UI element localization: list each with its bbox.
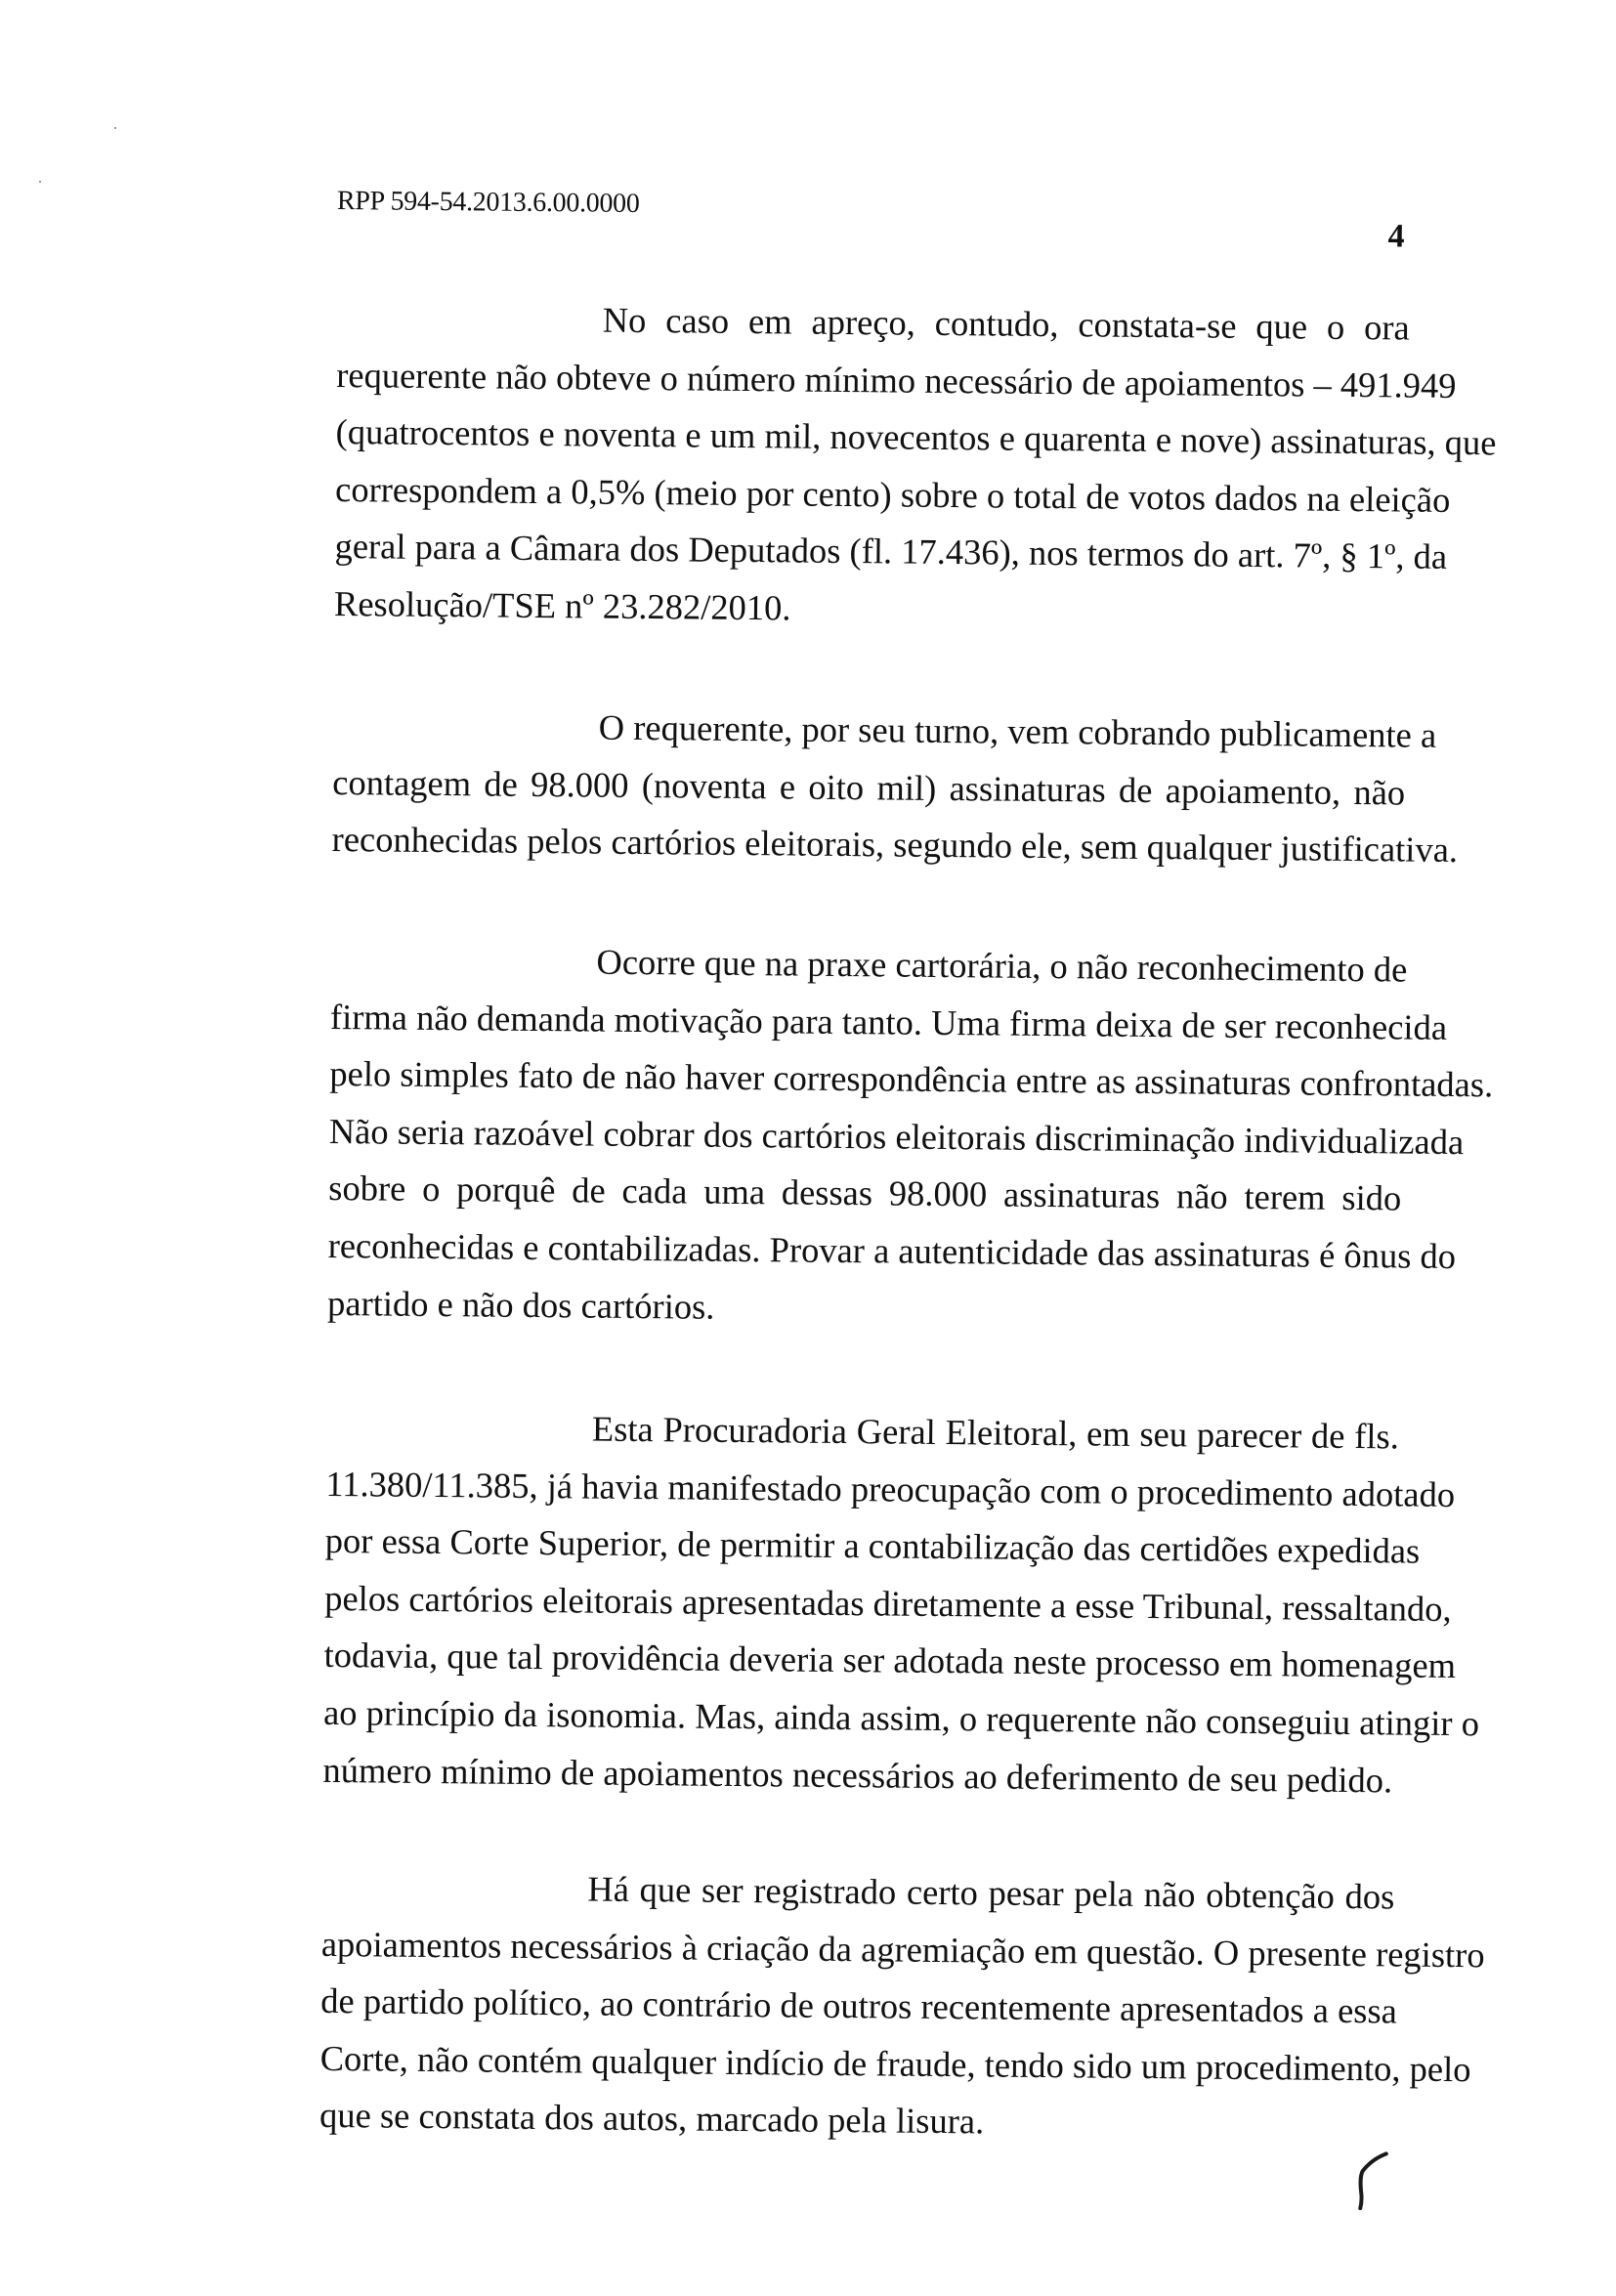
paragraph-5: [319, 1858, 1485, 2154]
paragraph-line: ao princípio da isonomia. Mas, ainda assim, o requerente não conseguiu atingir o: [322, 1691, 1480, 1744]
paragraph-line: número mínimo de apoiamentos necessários ao deferimento de seu pedido.: [322, 1749, 1393, 1800]
paragraph-line: 11.380/11.385, já havia manifestado preocupação com o procedimento adotado: [325, 1463, 1456, 1514]
paragraph-line: de partido político, ao contrário de outros recentemente apresentados a essa: [320, 1980, 1398, 2031]
handwritten-rubric-icon: [1346, 2147, 1396, 2216]
paragraph-line: pelos cartórios eleitorais apresentadas diretamente a esse Tribunal, ressaltando,: [324, 1577, 1452, 1629]
paragraph-line: correspondem a 0,5% (meio por cento) sobre o total de votos dados na eleição: [334, 468, 1451, 520]
page-number: 4: [1387, 218, 1405, 255]
paragraph-line: Há que ser registrado certo pesar pela não obtenção dos: [587, 1868, 1395, 1917]
paragraph-line: Ocorre que na praxe cartorária, o não reconhecimento de: [596, 941, 1408, 990]
case-number-header: RPP 594-54.2013.6.00.0000: [336, 185, 640, 219]
paragraph-line: que se constata dos autos, marcado pela lisura.: [319, 2095, 985, 2142]
paragraph-line: reconhecidas pelos cartórios eleitorais, segundo ele, sem qualquer justificativa.: [331, 819, 1459, 871]
paragraph-line: sobre o porquê de cada uma dessas 98.000 assinaturas não terem sido: [328, 1168, 1402, 1218]
paragraph-4: [322, 1398, 1480, 1809]
paragraph-line: partido e não dos cartórios.: [326, 1282, 715, 1327]
paragraph-line: Corte, não contém qualquer indício de fraude, tendo sido um procedimento, pelo: [319, 2037, 1471, 2089]
paragraph-line: por essa Corte Superior, de permitir a contabilização das certidões expedidas: [324, 1520, 1421, 1571]
paragraph-line: O requerente, por seu turno, vem cobrando publicamente a: [598, 706, 1437, 755]
paragraph-line: No caso em apreço, contudo, constata-se que o ora: [602, 299, 1410, 348]
paragraph-line: firma não demanda motivação para tanto. Uma firma deixa de ser reconhecida: [329, 996, 1448, 1047]
paragraph-line: Não seria razoável cobrar dos cartórios eleitorais discriminação individualizada: [328, 1110, 1465, 1162]
paragraph-2: [331, 697, 1459, 878]
paragraph-line: (quatrocentos e noventa e um mil, novecentos e quarenta e nove) assinaturas, que: [335, 411, 1497, 463]
scan-speck: [114, 127, 116, 129]
paragraph-line: geral para a Câmara dos Deputados (fl. 17.436), nos termos do art. 7º, § 1º, da: [334, 526, 1448, 577]
paragraph-line: todavia, que tal providência deveria ser adotada neste processo em homenagem: [323, 1635, 1457, 1686]
paragraph-line: contagem de 98.000 (noventa e oito mil) assinaturas de apoiamento, não: [332, 761, 1406, 813]
paragraph-line: Esta Procuradoria Geral Eleitoral, em seu parecer de fls.: [591, 1408, 1400, 1457]
paragraph-line: apoiamentos necessários à criação da agremiação em questão. O presente registro: [320, 1923, 1485, 1975]
paragraph-line: requerente não obteve o número mínimo necessário de apoiamentos – 491.949: [336, 354, 1457, 405]
scan-speck: [39, 181, 41, 183]
paragraph-line: reconhecidas e contabilizadas. Provar a autenticidade das assinaturas é ônus do: [327, 1224, 1457, 1276]
paragraph-line: pelo simples fato de não haver correspondência entre as assinaturas confrontadas.: [329, 1053, 1494, 1105]
paragraph-3: [326, 931, 1494, 1342]
rubric-stroke: [1360, 2153, 1386, 2208]
paragraph-line: Resolução/TSE nº 23.282/2010.: [333, 582, 791, 628]
paragraph-1: [333, 289, 1497, 643]
